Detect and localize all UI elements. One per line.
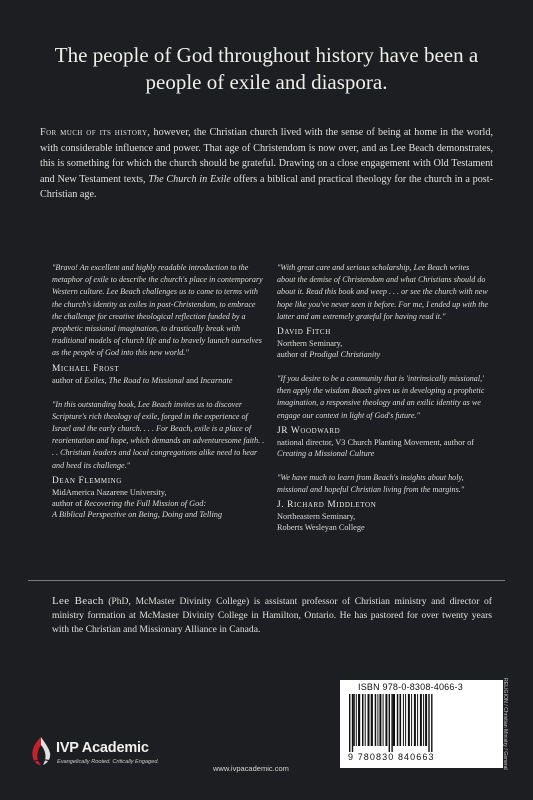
endorser-name: JR Woodward [277, 425, 341, 436]
barcode-bar [411, 694, 412, 746]
barcode-bar [356, 694, 357, 746]
intro-paragraph [40, 125, 493, 203]
credit-prefix: national director, V3 Church Planting Movement, author of [277, 437, 474, 447]
endorsements-left-column [52, 262, 267, 533]
bio-author-name: Lee Beach [52, 595, 104, 607]
isbn-label: ISBN 978-0-8308-4066-3 [358, 682, 463, 692]
barcode-guard-bar [391, 694, 392, 752]
barcode-panel [340, 680, 503, 768]
endorsement-fitch [277, 262, 489, 360]
endorser-name: David Fitch [277, 327, 331, 338]
endorser-name: Dean Flemming [52, 475, 122, 486]
endorsement-quote: "We have much to learn from Beach's insights about holy, missional and hopeful Christian living from the margins." [277, 472, 465, 495]
barcode-bar [368, 694, 370, 746]
endorser-affiliation: MidAmerica Nazarene University, [52, 487, 167, 497]
endorser-credit [277, 437, 489, 459]
endorsement-quote: "In this outstanding book, Lee Beach invites us to discover Scripture's rich theology of exile, forged in the experience of Israel and the early church. . . . For Beach, exile is a place of reorientation and hope, which demands an adventuresome faith. . . . Christian leaders and local congregations alike need to hear and heed its challenge." [52, 399, 265, 470]
publisher-url[interactable]: www.ivpacademic.com [213, 764, 289, 773]
endorser-affiliation: Northern Seminary, [277, 339, 343, 349]
credit-book: Recovering the Full Mission of God: [84, 498, 207, 508]
credit-book-subtitle: A Biblical Perspective on Being, Doing and Telling [52, 509, 223, 519]
endorser-affiliation-2: Roberts Wesleyan College [277, 523, 365, 533]
barcode-bar [425, 694, 427, 746]
barcode-digits: 9 780830 840663 [348, 752, 435, 762]
barcode-bar [353, 694, 355, 746]
credit-book: Prodigal Christianity [309, 350, 381, 360]
barcode-bar [414, 694, 416, 746]
barcode-bar [385, 694, 387, 746]
endorsement-flemming [52, 399, 267, 520]
publisher-tagline: Evangelically Rooted. Critically Engaged. [57, 759, 159, 765]
credit-prefix: author of [52, 375, 85, 385]
headline: The people of God throughout history have been a people of exile and diaspora. [54, 43, 479, 94]
barcode-guard-bar [428, 694, 429, 752]
endorsements-right-column [277, 262, 489, 546]
endorsement-middleton [277, 472, 489, 533]
intro-book-title: The Church in Exile [148, 173, 231, 185]
credit-conjunction: and [184, 375, 201, 385]
endorsement-frost [52, 262, 267, 386]
barcode-bar [383, 694, 384, 746]
intro-lead: For much of its history, [40, 127, 151, 138]
barcode-bar [393, 694, 395, 746]
endorser-affiliation: Northeastern Seminary, [277, 512, 356, 522]
author-bio [52, 594, 492, 637]
ivp-logo-icon [28, 736, 54, 766]
credit-prefix: author of [52, 498, 85, 508]
barcode-bar [405, 694, 406, 746]
barcode-bar [420, 694, 422, 746]
endorser-credit-cont [52, 509, 267, 520]
endorsement-quote: "If you desire to be a community that is 'intrinsically missional,' then apply the wisdom Beach gives us in developing a prophetic imagination, a responsive theology and an exilic identity as we engage our context in light of God's future." [277, 374, 485, 420]
barcode-guard-bar [349, 694, 350, 752]
credit-book: Exiles, The Road to Missional [84, 375, 185, 385]
barcode-bar [403, 694, 404, 746]
publisher-name: IVP Academic [56, 740, 149, 756]
barcode-bar [379, 694, 381, 746]
endorser-credit [52, 375, 267, 386]
barcode-bar [397, 694, 399, 746]
category-tag-text: RELIGION / Christian Ministry / General [502, 678, 508, 770]
barcode-bar [371, 694, 373, 746]
barcode-bar [377, 694, 378, 746]
category-tag [503, 678, 519, 770]
credit-book: Creating a Missional Culture [277, 448, 375, 458]
credit-prefix: author of [277, 350, 310, 360]
barcode-bar [400, 694, 402, 746]
barcode-icon [346, 694, 497, 752]
intro-text-1: however, the Christian church lived with the sense of being at home in the world, with considerable influence and power. That age of Christendom is now over, and as Lee Beach demonstrates, this is something for which the church should be grateful. Drawing on a close engagement with Old Testament and New Testament texts, [40, 127, 493, 185]
barcode-guard-bar [431, 694, 432, 752]
endorser-credit [277, 349, 489, 360]
intro-text-2: offers a biblical and practical theology for the church in a post-Christian age. [40, 173, 493, 201]
endorsement-quote: "Bravo! An excellent and highly readable introduction to the metaphor of exile to describe the church's place in contemporary Western culture. Lee Beach challenges us to come to terms with the church's identity as exiles in post-Christendom, to embrace the challenge for creative theological reflection funded by a prophetic missional imagination, to drastically break with traditional models of church life and to bravely launch ourselves as the people of God into this new world." [52, 263, 263, 358]
barcode-bar [362, 694, 364, 746]
bio-text: (PhD, McMaster Divinity College) is assistant professor of Christian ministry and director of ministry formation at McMaster Divinity College in Hamilton, Ontario. He has pastored for over twenty years with the Christian and Missionary Alliance in Canada. [52, 596, 492, 635]
endorsement-quote: "With great care and serious scholarship, Lee Beach writes about the demise of Christendom and what Christians should do about it. Read this book and weep . . . or see the church with new hope like you've never seen it before. For me, I ended up with the latter and am extremely grateful for having read it." [277, 263, 489, 321]
endorsement-woodward [277, 373, 489, 459]
barcode-bar [375, 694, 377, 746]
endorser-name: J. Richard Middleton [277, 500, 377, 511]
barcode-bar [365, 694, 366, 746]
barcode-bar [358, 694, 360, 746]
barcode-bar [408, 694, 410, 746]
barcode-guard-bar [352, 694, 353, 752]
section-divider [28, 580, 505, 581]
barcode-bar [423, 694, 424, 746]
barcode-bar [417, 694, 418, 746]
barcode-guard-bar [389, 694, 390, 752]
endorser-name: Michael Frost [52, 363, 120, 374]
credit-book: Incarnate [200, 375, 233, 385]
endorser-credit [52, 498, 267, 509]
